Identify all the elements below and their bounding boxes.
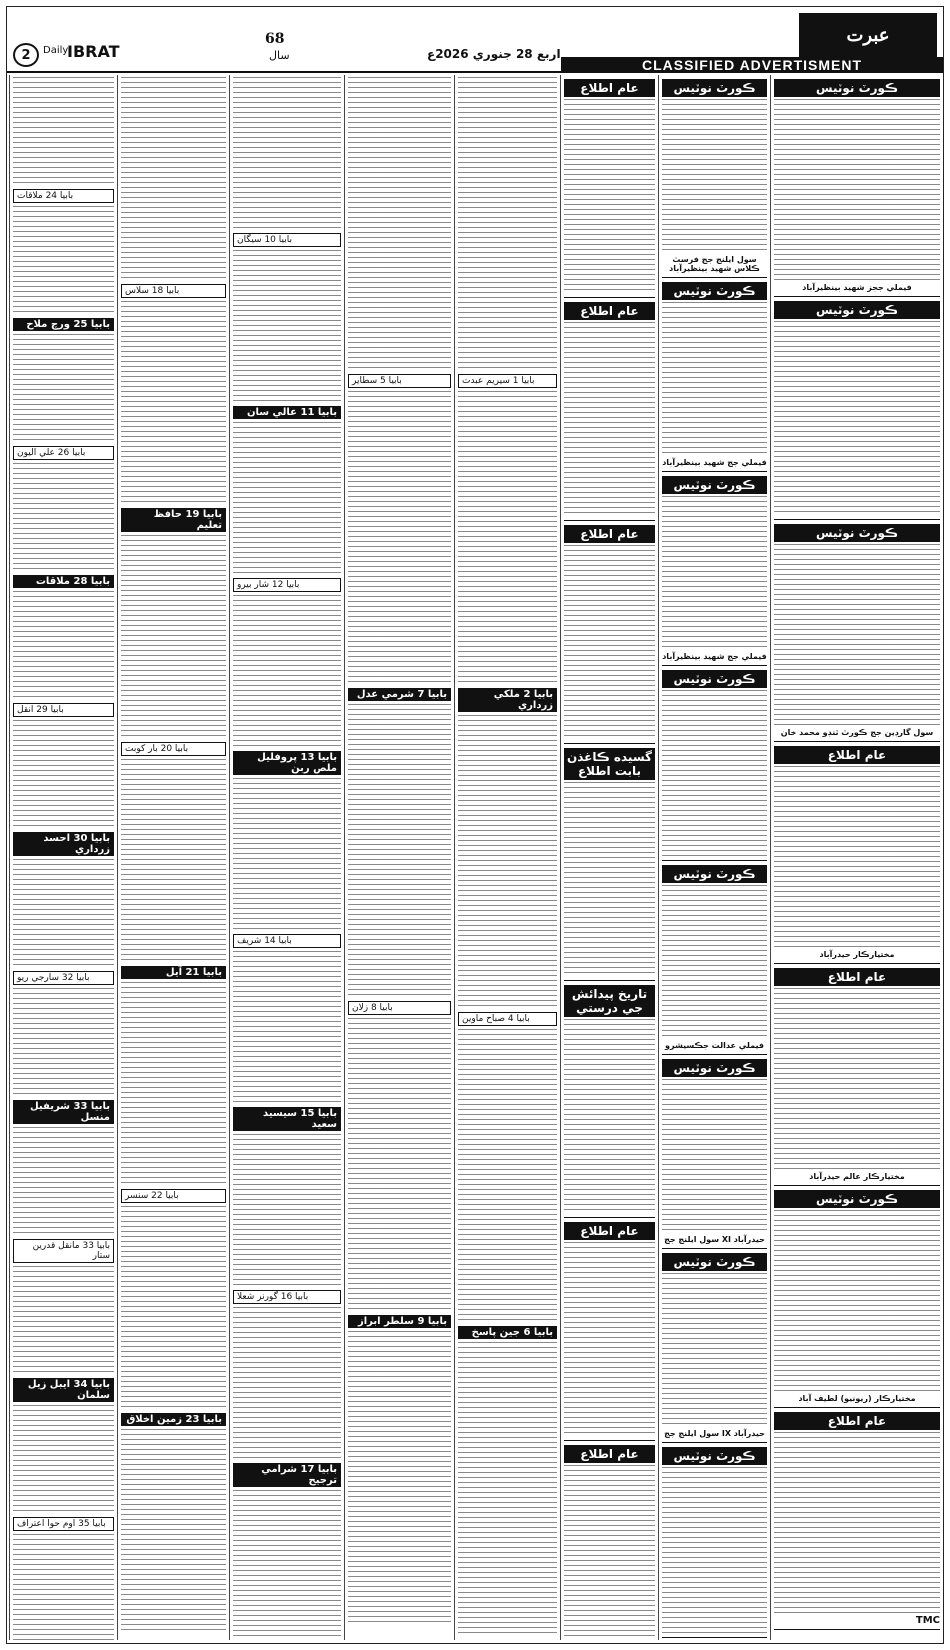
notice-title: ڪورٽ نوٽيس [662,1059,767,1077]
article-text [233,250,341,403]
article-heading: بابيا 33 شريفيل منسل [13,1100,114,1124]
classified-notice [564,748,655,981]
classified-notice [662,476,767,666]
columns-area [7,75,943,1640]
article-text [348,77,451,371]
article-heading: بابيا 1 سيريم عبدت [458,374,557,388]
news-column [454,75,560,1640]
classified-notice [662,1059,767,1249]
classified-notice [564,525,655,744]
notice-signature: مختيارڪار (ريونيو) لطيف آباد [798,1394,916,1403]
article-text [13,591,114,700]
article-text [13,859,114,968]
notice-title: عام اطلاع [774,746,940,764]
notice-signature: TMC [915,1615,940,1626]
news-column [229,75,344,1640]
article-text [13,1405,114,1514]
article-heading: بابيا 14 شريف [233,934,341,948]
article-heading: بابيا 26 علي اليون [13,446,114,460]
article-text [233,1307,341,1460]
notice-title: ڪورٽ نوٽيس [774,79,940,97]
classified-column [770,75,943,1640]
notice-title: گسيده ڪاغذن بابت اطلاع [564,748,655,780]
classified-column [560,75,658,1640]
article-text [458,1342,557,1636]
notice-title: ڪورٽ نوٽيس [662,476,767,494]
article-text [233,1134,341,1287]
article-text [348,391,451,685]
classified-notice [774,1190,940,1408]
classified-notice [774,301,940,520]
article-heading: بابيا 12 شار بيرو [233,578,341,592]
article-heading: بابيا 20 بار کوبت [121,742,226,756]
notice-body [774,321,940,516]
article-text [13,77,114,186]
notice-body [564,1465,655,1640]
notice-body [662,1273,767,1428]
date-line: اربع 28 جنوري 2026ع [427,47,561,61]
notice-signature: سول ايلنج جج فرسٽ ڪلاس شهيد بينظيرآباد [669,255,760,273]
year-label: سال [269,49,290,62]
notice-title: عام اطلاع [564,79,655,97]
notice-title: ڪورٽ نوٽيس [662,670,767,688]
notice-body [564,1242,655,1437]
notice-title: عام اطلاع [564,1445,655,1463]
notice-title: ڪورٽ نوٽيس [662,1447,767,1465]
notice-body [774,99,940,282]
notice-body [662,1079,767,1234]
classified-notice [662,79,767,278]
classified-notice [662,670,767,861]
article-text [121,1429,226,1633]
notice-body [564,545,655,740]
page-number: 2 [13,43,39,67]
article-text [121,759,226,963]
classified-notice [564,1445,655,1640]
notice-title: ڪورٽ نوٽيس [662,282,767,300]
article-text [13,463,114,572]
notice-signature: سول ايلنج جج IX حيدرآباد [664,1429,765,1438]
notice-title: ڪورٽ نوٽيس [774,1190,940,1208]
article-heading: بابيا 16 گورنر شعلا [233,1290,341,1304]
classified-notice [564,79,655,298]
article-heading: بابيا 8 زلان [348,1001,451,1015]
notice-signature: فيملي عدالت جڪسيشرو [665,1041,764,1050]
article-heading: بابيا 18 سلاس [121,284,226,298]
classified-notice [662,1447,767,1638]
article-text [233,1490,341,1640]
classified-column [658,75,770,1640]
article-text [121,982,226,1186]
article-text [121,301,226,505]
notice-signature: مختيارڪار حيدرآباد [819,950,895,959]
newspaper-page [6,6,944,1644]
article-text [458,391,557,685]
notice-title: ڪورٽ نوٽيس [662,79,767,97]
news-column [117,75,229,1640]
article-text [13,206,114,315]
article-text [348,1018,451,1312]
article-text [233,595,341,748]
article-heading: بابيا 13 پروفليل ملص ربن [233,751,341,775]
article-heading: بابيا 15 سيسيد سعيد [233,1107,341,1131]
classified-title: CLASSIFIED ADVERTISMENT [561,57,943,73]
notice-body [564,99,655,294]
article-text [121,1206,226,1410]
notice-body [774,1210,940,1393]
article-heading: بابيا 5 سطاير [348,374,451,388]
notice-title: تاريخ پيدائش جي درستي [564,985,655,1017]
article-heading: بابيا 21 آيل [121,966,226,979]
notice-body [662,99,767,254]
daily-label: Daily [43,45,69,56]
paper-name: IBRAT [67,42,120,61]
article-heading: بابيا 29 انقل [13,703,114,717]
article-heading: بابيا 35 اوم حوا اعتراف [13,1517,114,1531]
notice-body [564,782,655,977]
news-column [9,75,117,1640]
article-heading: بابيا 22 سنسر [121,1189,226,1203]
classified-notice [662,1253,767,1443]
article-heading: بابيا 4 صباح ماوين [458,1012,557,1026]
notice-body [774,766,940,949]
masthead [7,7,943,73]
notice-body [662,690,767,857]
article-text [13,1266,114,1375]
notice-title: عام اطلاع [774,968,940,986]
notice-signature: سول ايلنج جج XI حيدرآباد [664,1235,765,1244]
notice-body [662,1467,767,1634]
article-text [348,704,451,998]
article-heading: بابيا 6 جين پاسخ [458,1326,557,1339]
classified-notice [564,985,655,1218]
notice-title: ڪورٽ نوٽيس [662,1253,767,1271]
article-text [121,535,226,739]
classified-notice [774,524,940,742]
notice-signature: مختيارڪار عالم حيدرآباد [809,1172,905,1181]
notice-body [662,302,767,457]
notice-body [662,885,767,1040]
article-heading: بابيا 28 ملاقات [13,575,114,588]
classified-notice [774,1412,940,1630]
classified-notice [774,968,940,1186]
notice-title: عام اطلاع [564,1222,655,1240]
article-text [13,988,114,1097]
classified-notice [564,1222,655,1441]
article-heading: بابيا 9 سلطر ابراز [348,1315,451,1328]
article-heading: بابيا 25 ورچ ملاح [13,318,114,331]
article-heading: بابيا 30 احسد زرداري [13,832,114,856]
news-column [344,75,454,1640]
article-text [233,778,341,931]
article-heading: بابيا 32 سارجي ريو [13,971,114,985]
notice-signature: فيملي جج شهيد بينظيرآباد [662,652,767,661]
article-text [121,77,226,281]
article-heading: بابيا 10 سيگان [233,233,341,247]
article-text [458,77,557,371]
article-text [233,951,341,1104]
article-heading: بابيا 19 حافظ تعليم [121,508,226,532]
notice-title: ڪورٽ نوٽيس [774,524,940,542]
article-text [13,720,114,829]
article-heading: بابيا 11 عالي سان [233,406,341,419]
article-heading: بابيا 24 ملاقات [13,189,114,203]
notice-title: ڪورٽ نوٽيس [662,865,767,883]
article-heading: بابيا 17 شرامي ترجيح [233,1463,341,1487]
article-text [13,1127,114,1236]
article-text [233,422,341,575]
classified-notice [662,282,767,472]
notice-body [564,322,655,517]
article-text [233,77,341,230]
classified-notice [774,79,940,297]
classified-notice [564,302,655,521]
article-text [458,715,557,1009]
article-text [13,1534,114,1640]
notice-body [774,1432,940,1615]
article-heading: بابيا 34 ايبل زيل سلمان [13,1378,114,1402]
notice-body [774,988,940,1171]
article-text [348,1331,451,1625]
notice-body [564,1019,655,1214]
classified-notice [662,865,767,1055]
notice-title: عام اطلاع [564,525,655,543]
article-heading: بابيا 7 شرمي عدل [348,688,451,701]
notice-body [774,544,940,727]
year-number: 68 [265,31,285,47]
classified-notice [774,746,940,964]
article-heading: بابيا 2 ملکي زرداري [458,688,557,712]
notice-signature: فيملي ججز شهيد بينظيرآباد [802,283,912,292]
article-heading: بابيا 23 زمين اخلاق [121,1413,226,1426]
article-heading: بابيا 33 مانقل قدرين ستار [13,1239,114,1263]
notice-signature: فيملي جج شهيد بينظيرآباد [662,458,767,467]
newspaper-logo: عبرت [799,13,937,57]
article-text [458,1029,557,1323]
notice-title: عام اطلاع [564,302,655,320]
notice-title: ڪورٽ نوٽيس [774,301,940,319]
notice-body [662,496,767,651]
notice-title: عام اطلاع [774,1412,940,1430]
notice-signature: سول گارڊين جج ڪورٽ ٽنڊو محمد خان [780,728,934,737]
article-text [13,334,114,443]
